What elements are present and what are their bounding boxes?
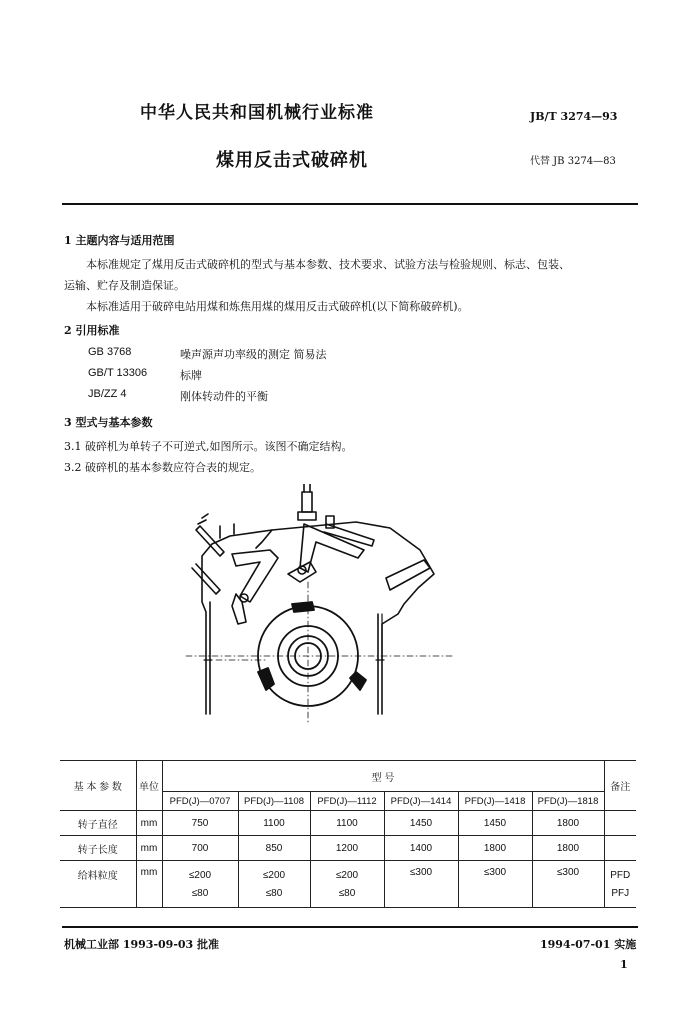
value-cell: ≤300 xyxy=(384,861,458,908)
value-cell: 1800 xyxy=(458,836,532,861)
clause-3-1: 3.1 破碎机为单转子不可逆式,如图所示。该图不确定结构。 xyxy=(64,440,353,453)
section-1-paragraph-1b: 运输、贮存及制造保证。 xyxy=(64,279,185,292)
frame-marks xyxy=(204,614,384,660)
table-header-row xyxy=(60,761,636,792)
section-3-heading: 3 型式与基本参数 xyxy=(64,416,153,429)
ref-code-3: JB/ZZ 4 xyxy=(88,388,127,400)
remark-cell xyxy=(604,811,636,836)
value-cell: 850 xyxy=(238,836,310,861)
document-title: 煤用反击式破碎机 xyxy=(216,150,368,171)
value-cell: 1450 xyxy=(458,811,532,836)
remark-cell xyxy=(604,836,636,861)
table-row xyxy=(60,836,636,861)
feed-value-pfd: ≤200 xyxy=(188,870,212,881)
model-cell: PFD(J)—1818 xyxy=(532,792,604,811)
feed-value-pfd: ≤200 xyxy=(335,870,359,881)
header-unit: 单位 xyxy=(136,761,162,811)
standard-number: JB/T 3274—93 xyxy=(530,110,618,123)
replaces-standard: 代替 JB 3274—83 xyxy=(530,156,616,167)
basic-parameters-table xyxy=(60,760,636,908)
value-cell: 1100 xyxy=(238,811,310,836)
param-cell: 转子直径 xyxy=(60,811,136,836)
footer-rule xyxy=(62,926,638,928)
feed-value-pfj: ≤80 xyxy=(265,888,283,899)
remark-cell xyxy=(604,861,636,908)
value-cell xyxy=(162,861,238,908)
feed-value-pfd: ≤200 xyxy=(262,870,286,881)
value-cell: 1800 xyxy=(532,836,604,861)
value-cell: 1450 xyxy=(384,811,458,836)
model-cell: PFD(J)—1112 xyxy=(310,792,384,811)
remark-pfd: PFD xyxy=(610,870,631,881)
rotor xyxy=(258,602,366,706)
value-cell xyxy=(310,861,384,908)
value-cell: 1400 xyxy=(384,836,458,861)
impact-plate-left xyxy=(232,550,278,624)
header-remark: 备注 xyxy=(604,761,636,811)
unit-cell: mm xyxy=(136,861,162,908)
adjusting-bolt-left xyxy=(192,514,224,594)
model-cell: PFD(J)—1418 xyxy=(458,792,532,811)
model-cell: PFD(J)—1414 xyxy=(384,792,458,811)
unit-cell: mm xyxy=(136,836,162,861)
unit-cell: mm xyxy=(136,811,162,836)
value-cell xyxy=(238,861,310,908)
feed-value-pfj: ≤80 xyxy=(338,888,356,899)
header-model: 型 号 xyxy=(162,761,604,792)
model-cell: PFD(J)—1108 xyxy=(238,792,310,811)
impact-plate-right xyxy=(288,524,374,582)
value-cell: 1100 xyxy=(310,811,384,836)
param-cell: 转子长度 xyxy=(60,836,136,861)
approval-line: 机械工业部 1993-09-03 批准 xyxy=(64,938,220,951)
section-1-paragraph-2: 本标准适用于破碎电站用煤和炼焦用煤的煤用反击式破碎机(以下简称破碎机)。 xyxy=(86,300,469,313)
right-liner xyxy=(386,560,430,590)
model-cell: PFD(J)—0707 xyxy=(162,792,238,811)
clause-3-2: 3.2 破碎机的基本参数应符合表的规定。 xyxy=(64,461,261,474)
section-1-heading: 1 主题内容与适用范围 xyxy=(64,234,175,247)
crusher-figure xyxy=(176,484,458,724)
standard-category-title: 中华人民共和国机械行业标准 xyxy=(140,103,374,123)
value-cell: 1800 xyxy=(532,811,604,836)
value-cell: ≤300 xyxy=(458,861,532,908)
header-parameter: 基 本 参 数 xyxy=(60,761,136,811)
value-cell: 1200 xyxy=(310,836,384,861)
section-2-heading: 2 引用标准 xyxy=(64,324,120,337)
table-row-feed-size xyxy=(60,861,636,908)
adjusting-bolt-top xyxy=(298,484,334,528)
table-row xyxy=(60,811,636,836)
value-cell: 700 xyxy=(162,836,238,861)
section-1-paragraph-1a: 本标准规定了煤用反击式破碎机的型式与基本参数、技术要求、试验方法与检验规则、标志、包装、 xyxy=(86,258,570,271)
effective-date: 1994-07-01 实施 xyxy=(540,938,637,951)
centerlines xyxy=(186,582,452,724)
feed-chute xyxy=(220,524,272,548)
value-cell: 750 xyxy=(162,811,238,836)
page-number: 1 xyxy=(620,958,628,971)
ref-code-1: GB 3768 xyxy=(88,346,132,358)
ref-title-3: 刚体转动件的平衡 xyxy=(180,390,268,403)
header-rule xyxy=(62,203,638,205)
param-cell: 给料粒度 xyxy=(60,861,136,908)
feed-value-pfj: ≤80 xyxy=(191,888,209,899)
ref-code-2: GB/T 13306 xyxy=(88,367,148,379)
value-cell: ≤300 xyxy=(532,861,604,908)
ref-title-2: 标牌 xyxy=(180,369,202,382)
remark-pfj: PFJ xyxy=(611,888,630,899)
ref-title-1: 噪声源声功率级的测定 简易法 xyxy=(180,348,327,361)
